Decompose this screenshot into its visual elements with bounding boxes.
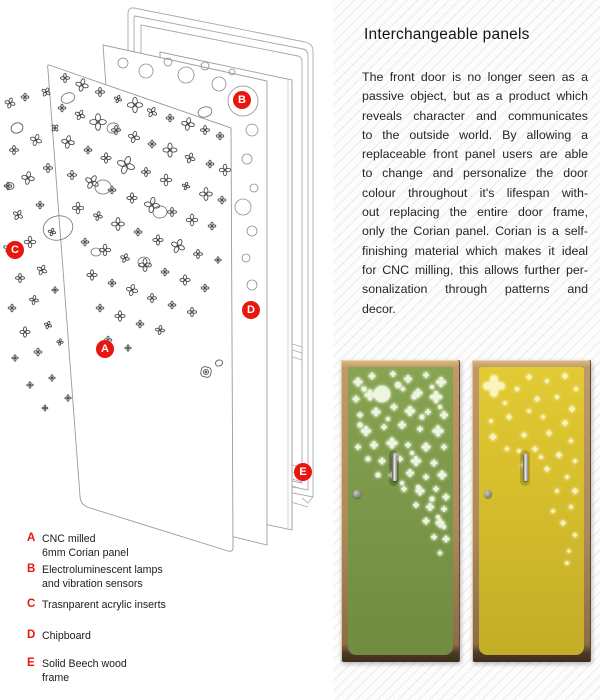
diagram-label-e: E (294, 463, 312, 481)
legend-text-d: Chipboard (42, 629, 91, 642)
yellow-door-photo (472, 360, 591, 662)
legend-item-a (27, 533, 247, 560)
info-panel (333, 0, 600, 700)
description-paragraph: The front door is no longer seen as a passive object, but as a product which reveals character and communicates to the outside world. By allowing a replaceable front panel users are able to change and personalize the door colour throughout it's lifespan with- out replacing the entire door frame, only the Corian panel. Corian is a self- finishing material which makes it ideal for CNC milling, this allows further per- sonalization through patterns and decor. (362, 70, 588, 316)
green-door-photo (341, 360, 460, 662)
diagram-label-c: C (6, 241, 24, 259)
legend-key-e: E (27, 657, 35, 669)
legend-text-c: Trasnparent acrylic inserts (42, 599, 166, 611)
green-door-lights (348, 367, 453, 655)
page-title: Interchangeable panels (364, 26, 530, 43)
legend-key-c: C (27, 598, 36, 610)
parts-legend (27, 533, 247, 685)
yellow-door-handle (523, 454, 528, 481)
corian-panel-drawing (40, 65, 233, 551)
legend-text-e: Solid Beech wood frame (42, 658, 127, 684)
legend-item-d (27, 630, 247, 644)
diagram-label-a: A (96, 340, 114, 358)
legend-text-b: Electroluminescent lamps and vibration sensors (42, 564, 163, 590)
green-door-handle (392, 454, 397, 481)
exploded-door-drawing (0, 0, 333, 580)
yellow-door-lights (479, 367, 584, 655)
legend-item-e (27, 658, 247, 685)
legend-item-b (27, 564, 247, 591)
legend-key-a: A (27, 532, 36, 544)
green-door-doorbell (353, 490, 361, 498)
legend-item-c (27, 599, 247, 613)
legend-key-b: B (27, 563, 36, 575)
legend-text-a: CNC milled 6mm Corian panel (42, 533, 129, 559)
legend-key-d: D (27, 628, 36, 641)
yellow-door-doorbell (484, 490, 492, 498)
diagram-label-b: B (233, 91, 251, 109)
diagram-label-d: D (242, 301, 260, 319)
